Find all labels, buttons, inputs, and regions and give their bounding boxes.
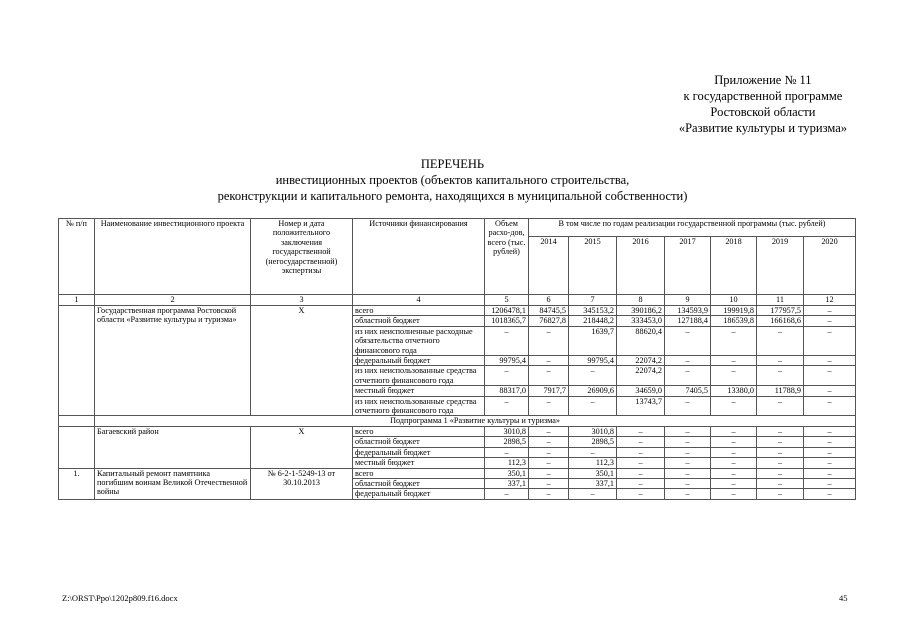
amount-cell: – [529, 326, 569, 355]
amount-cell: – [529, 356, 569, 366]
table-body [59, 306, 856, 500]
amount-cell: – [711, 426, 757, 436]
header-name: Наименование инвестиционного проекта [95, 219, 251, 295]
amount-cell: 1639,7 [569, 326, 617, 355]
amount-cell: – [711, 468, 757, 478]
amount-cell: – [804, 306, 856, 316]
amount-cell: 166168,6 [757, 316, 804, 326]
amount-cell: – [617, 468, 665, 478]
funding-source: местный бюджет [353, 386, 485, 396]
row-number [59, 306, 95, 416]
amount-cell: 22074,2 [617, 356, 665, 366]
amount-cell: – [757, 447, 804, 457]
header-expertise: Номер и дата положительного заключения государственной (негосударственной) экспертизы [251, 219, 353, 295]
amount-cell: – [711, 447, 757, 457]
amount-cell: – [529, 366, 569, 386]
amount-cell: – [569, 396, 617, 416]
expertise-ref: Х [251, 426, 353, 468]
amount-cell: – [804, 426, 856, 436]
amount-cell: – [529, 468, 569, 478]
amount-cell: – [757, 326, 804, 355]
subprogram-title: Подпрограмма 1 «Развитие культуры и туризма» [95, 416, 856, 426]
subprogram-row [59, 416, 856, 426]
amount-cell: – [485, 447, 529, 457]
investment-projects-table [58, 218, 856, 500]
amount-cell: – [804, 386, 856, 396]
amount-cell: – [617, 447, 665, 457]
page-number: 45 [839, 593, 848, 603]
amount-cell: – [529, 447, 569, 457]
amount-cell: – [617, 458, 665, 468]
amount-cell: – [665, 326, 711, 355]
amount-cell: – [711, 396, 757, 416]
header-years-group: В том числе по годам реализации государственной программы (тыс. рублей) [529, 219, 856, 237]
expertise-ref: № 6-2-1-5249-13 от 30.10.2013 [251, 468, 353, 499]
amount-cell: 134593,9 [665, 306, 711, 316]
amount-cell: 127188,4 [665, 316, 711, 326]
title-line-2: инвестиционных проектов (объектов капитального строительства, [275, 173, 630, 187]
amount-cell: 350,1 [485, 468, 529, 478]
header-sources: Источники финансирования [353, 219, 485, 295]
amount-cell: 99795,4 [485, 356, 529, 366]
amount-cell: – [804, 458, 856, 468]
amount-cell: – [757, 437, 804, 447]
amount-cell: – [757, 396, 804, 416]
col-number: 4 [353, 295, 485, 306]
funding-source: местный бюджет [353, 458, 485, 468]
amount-cell: 390186,2 [617, 306, 665, 316]
amount-cell: – [665, 437, 711, 447]
amount-cell: 333453,0 [617, 316, 665, 326]
header-year: 2016 [617, 237, 665, 295]
empty-cell [59, 416, 95, 426]
amount-cell: – [804, 489, 856, 499]
amount-cell: – [665, 478, 711, 488]
row-number: 1. [59, 468, 95, 499]
amount-cell: – [711, 366, 757, 386]
amount-cell: 112,3 [485, 458, 529, 468]
col-number: 12 [804, 295, 856, 306]
header-year: 2019 [757, 237, 804, 295]
amount-cell: – [757, 478, 804, 488]
amount-cell: – [665, 468, 711, 478]
amount-cell: – [757, 426, 804, 436]
header-year: 2017 [665, 237, 711, 295]
amount-cell: – [711, 437, 757, 447]
amount-cell: – [804, 396, 856, 416]
amount-cell: – [665, 366, 711, 386]
file-path: Z:\ORST\Ppo\1202p809.f16.docx [62, 593, 178, 603]
header-num: № п/п [59, 219, 95, 295]
amount-cell: 22074,2 [617, 366, 665, 386]
amount-cell: 345153,2 [569, 306, 617, 316]
amount-cell: 3010,8 [485, 426, 529, 436]
amount-cell: – [757, 458, 804, 468]
amount-cell: – [711, 489, 757, 499]
title-line-3: реконструкции и капитального ремонта, находящихся в муниципальной собственности) [217, 189, 688, 203]
appendix-line-3: Ростовской области [710, 105, 816, 119]
funding-source: федеральный бюджет [353, 489, 485, 499]
project-name: Багаевский район [95, 426, 251, 468]
amount-cell: – [757, 489, 804, 499]
project-name: Государственная программа Ростовской области «Развитие культуры и туризма» [95, 306, 251, 416]
funding-source: областной бюджет [353, 437, 485, 447]
amount-cell: – [529, 396, 569, 416]
amount-cell: – [617, 437, 665, 447]
funding-source: из них неиспользованные средства отчетного финансового года [353, 396, 485, 416]
amount-cell: 1206478,1 [485, 306, 529, 316]
funding-source: федеральный бюджет [353, 356, 485, 366]
funding-source: из них неисполненные расходные обязательства отчетного финансового года [353, 326, 485, 355]
amount-cell: 186539,8 [711, 316, 757, 326]
col-number: 7 [569, 295, 617, 306]
funding-source: из них неиспользованные средства отчетного финансового года [353, 366, 485, 386]
amount-cell: 84745,5 [529, 306, 569, 316]
amount-cell: – [529, 478, 569, 488]
amount-cell: – [711, 478, 757, 488]
amount-cell: 112,3 [569, 458, 617, 468]
amount-cell: – [711, 326, 757, 355]
col-number: 2 [95, 295, 251, 306]
col-number: 5 [485, 295, 529, 306]
amount-cell: – [569, 447, 617, 457]
title-line-1: ПЕРЕЧЕНЬ [420, 157, 485, 171]
appendix-line-4: «Развитие культуры и туризма» [678, 121, 847, 135]
document-title [0, 156, 905, 204]
amount-cell: – [804, 447, 856, 457]
amount-cell: 99795,4 [569, 356, 617, 366]
col-number: 9 [665, 295, 711, 306]
amount-cell: – [665, 458, 711, 468]
funding-source: всего [353, 426, 485, 436]
col-number: 3 [251, 295, 353, 306]
table-row [59, 306, 856, 316]
col-number: 8 [617, 295, 665, 306]
amount-cell: 337,1 [569, 478, 617, 488]
amount-cell: 13743,7 [617, 396, 665, 416]
amount-cell: 13380,0 [711, 386, 757, 396]
amount-cell: – [757, 366, 804, 386]
amount-cell: 218448,2 [569, 316, 617, 326]
amount-cell: – [711, 458, 757, 468]
amount-cell: – [757, 468, 804, 478]
amount-cell: 26909,6 [569, 386, 617, 396]
amount-cell: – [804, 478, 856, 488]
amount-cell: 3010,8 [569, 426, 617, 436]
appendix-line-2: к государственной программе [683, 89, 843, 103]
amount-cell: 76827,8 [529, 316, 569, 326]
amount-cell: – [485, 396, 529, 416]
amount-cell: – [665, 489, 711, 499]
row-number [59, 426, 95, 468]
amount-cell: 34659,0 [617, 386, 665, 396]
funding-source: федеральный бюджет [353, 447, 485, 457]
amount-cell: – [485, 326, 529, 355]
col-number: 11 [757, 295, 804, 306]
amount-cell: – [665, 356, 711, 366]
amount-cell: – [757, 356, 804, 366]
col-number: 10 [711, 295, 757, 306]
amount-cell: – [711, 356, 757, 366]
header-year: 2020 [804, 237, 856, 295]
header-year: 2015 [569, 237, 617, 295]
funding-source: всего [353, 306, 485, 316]
col-number: 1 [59, 295, 95, 306]
header-year: 2014 [529, 237, 569, 295]
amount-cell: 177957,5 [757, 306, 804, 316]
amount-cell: – [529, 489, 569, 499]
amount-cell: – [529, 426, 569, 436]
amount-cell: – [529, 437, 569, 447]
amount-cell: 337,1 [485, 478, 529, 488]
amount-cell: 199919,8 [711, 306, 757, 316]
amount-cell: 7405,5 [665, 386, 711, 396]
amount-cell: – [569, 366, 617, 386]
appendix-line-1: Приложение № 11 [714, 73, 812, 87]
amount-cell: 350,1 [569, 468, 617, 478]
funding-source: всего [353, 468, 485, 478]
amount-cell: – [665, 426, 711, 436]
amount-cell: – [804, 326, 856, 355]
amount-cell: 88620,4 [617, 326, 665, 355]
project-name: Капитальный ремонт памятника погибшим воинам Великой Отечественной войны [95, 468, 251, 499]
appendix-header [679, 72, 847, 136]
amount-cell: – [529, 458, 569, 468]
amount-cell: – [665, 447, 711, 457]
amount-cell: 88317,0 [485, 386, 529, 396]
amount-cell: – [569, 489, 617, 499]
amount-cell: – [804, 437, 856, 447]
amount-cell: – [804, 366, 856, 386]
amount-cell: – [617, 426, 665, 436]
amount-cell: 2898,5 [485, 437, 529, 447]
expertise-ref: Х [251, 306, 353, 416]
amount-cell: 11788,9 [757, 386, 804, 396]
amount-cell: – [665, 396, 711, 416]
funding-source: областной бюджет [353, 316, 485, 326]
header-total: Объем расхо-дов, всего (тыс. рублей) [485, 219, 529, 295]
header-year: 2018 [711, 237, 757, 295]
amount-cell: – [617, 489, 665, 499]
table-row [59, 468, 856, 478]
amount-cell: 2898,5 [569, 437, 617, 447]
amount-cell: – [485, 366, 529, 386]
table-row [59, 426, 856, 436]
amount-cell: 7917,7 [529, 386, 569, 396]
amount-cell: – [804, 316, 856, 326]
amount-cell: – [485, 489, 529, 499]
amount-cell: 1018365,7 [485, 316, 529, 326]
funding-source: областной бюджет [353, 478, 485, 488]
amount-cell: – [804, 356, 856, 366]
col-number: 6 [529, 295, 569, 306]
amount-cell: – [617, 478, 665, 488]
amount-cell: – [804, 468, 856, 478]
